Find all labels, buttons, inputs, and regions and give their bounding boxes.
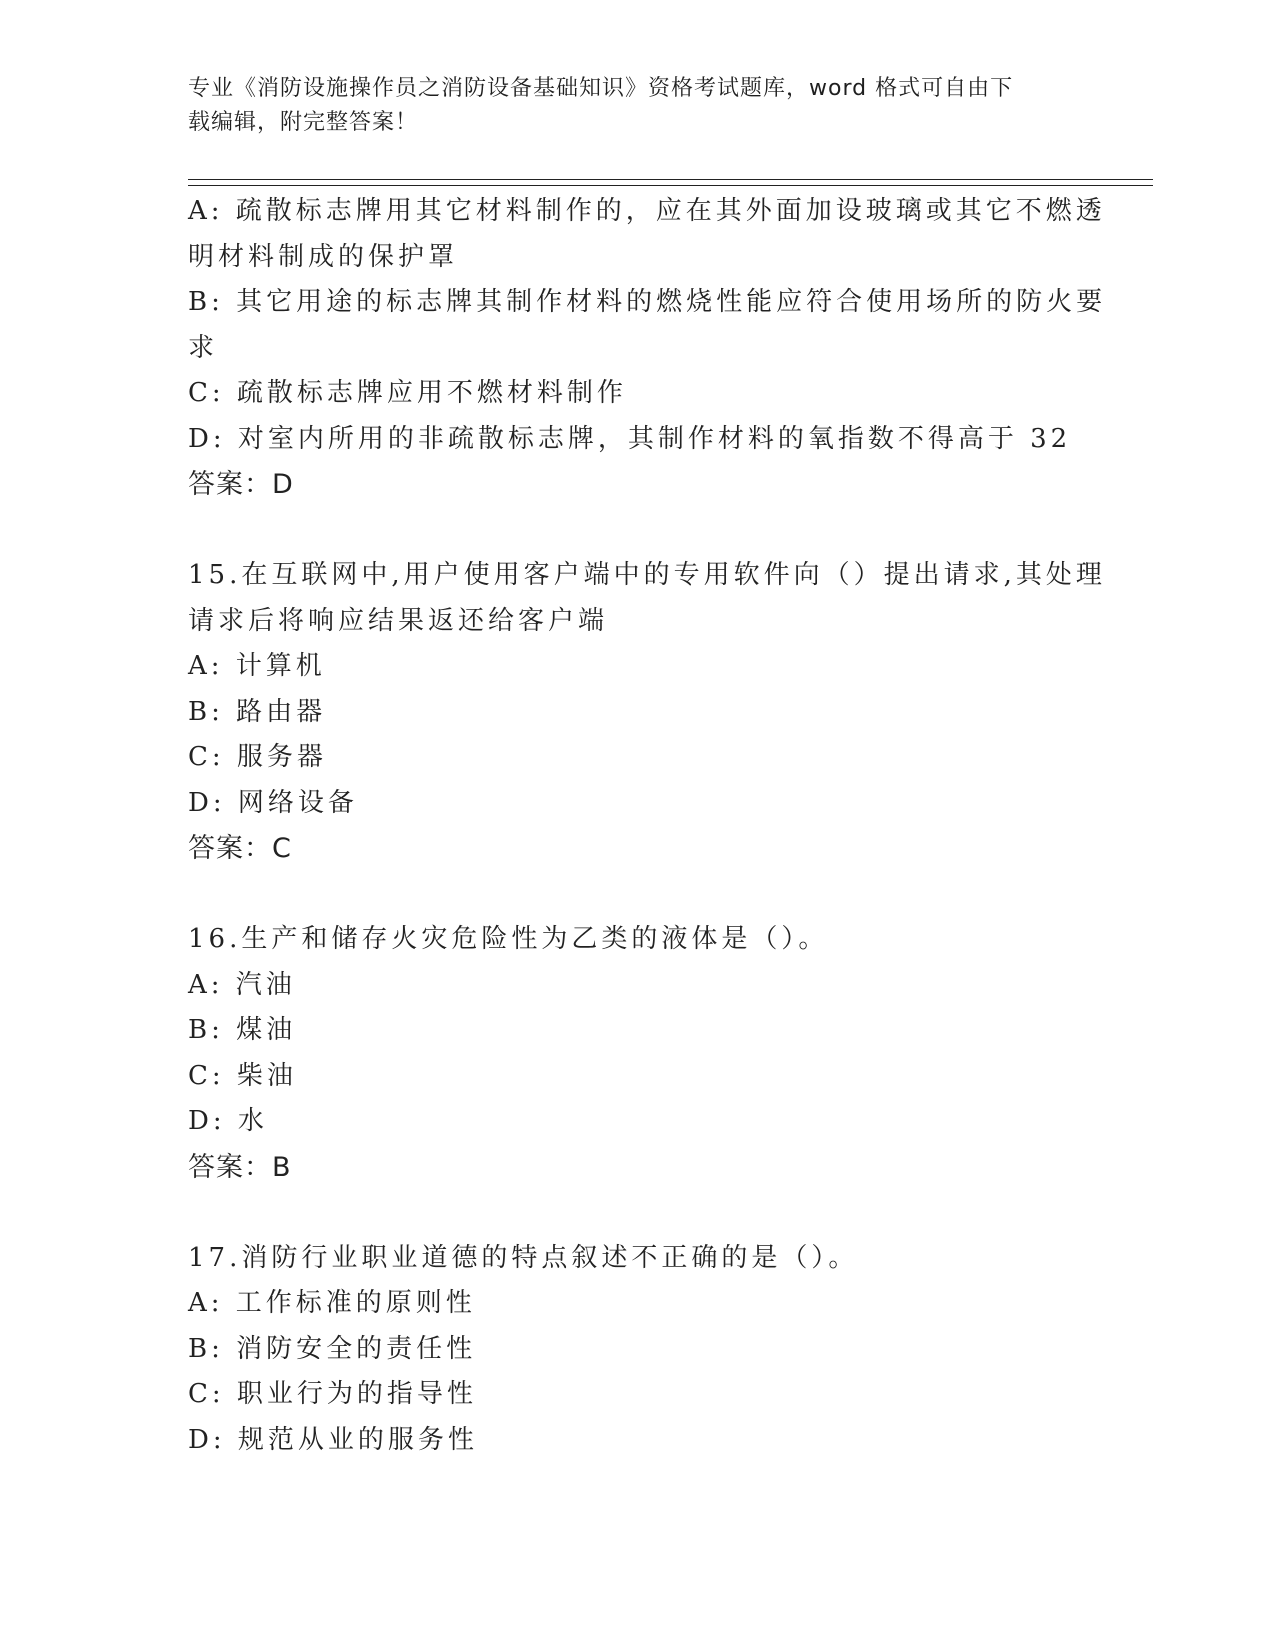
option-d: D: 水 [188, 1106, 268, 1136]
option-c: C: 职业行为的指导性 [188, 1379, 477, 1409]
option-c: C: 柴油 [188, 1060, 297, 1091]
option-d: D: 对室内所用的非疏散标志牌，其制作材料的氧指数不得高于 32 [188, 423, 1072, 454]
question-list [188, 189, 1107, 1463]
answer: 答案：B [188, 1151, 292, 1183]
question-14-options [188, 189, 1107, 508]
option-a-continued: 明材料制成的保护罩 [188, 241, 459, 272]
question-15 [188, 553, 1106, 872]
option-b: B: 其它用途的标志牌其制作材料的燃烧性能应符合使用场所的防火要 [188, 287, 1107, 317]
question-stem: 17.消防行业职业道德的特点叙述不正确的是（）。 [188, 1242, 859, 1273]
question-17 [188, 1236, 1088, 1464]
option-b: B: 煤油 [188, 1015, 297, 1045]
option-a: A: 疏散标志牌用其它材料制作的，应在其外面加设玻璃或其它不燃透 [188, 196, 1106, 226]
header-rule-top [188, 179, 1153, 180]
spacer [188, 872, 1088, 918]
option-a: A: 汽油 [188, 969, 296, 1000]
question-stem-continued: 请求后将响应结果返还给客户端 [188, 605, 609, 636]
option-b: B: 路由器 [188, 696, 327, 727]
option-a: A: 计算机 [188, 651, 326, 681]
document-header [188, 72, 1078, 140]
header-rule-bottom [188, 185, 1153, 186]
option-c: C: 服务器 [188, 742, 327, 772]
question-stem: 16.生产和储存火灾危险性为乙类的液体是（）。 [188, 924, 829, 954]
option-d: D: 网络设备 [188, 787, 358, 818]
header-line-2: 载编辑，附完整答案！ [188, 110, 419, 135]
question-16 [188, 917, 1088, 1190]
option-a: A: 工作标准的原则性 [188, 1288, 476, 1318]
header-line-1: 专业《消防设施操作员之消防设备基础知识》资格考试题库，word 格式可自由下 [188, 76, 1014, 101]
option-c: C: 疏散标志牌应用不燃材料制作 [188, 378, 627, 408]
option-b: B: 消防安全的责任性 [188, 1333, 477, 1364]
answer: 答案：D [188, 469, 294, 500]
option-d: D: 规范从业的服务性 [188, 1424, 478, 1455]
option-b-continued: 求 [188, 332, 219, 363]
answer: 答案：C [188, 833, 292, 864]
spacer [188, 508, 1088, 554]
question-stem: 15.在互联网中,用户使用客户端中的专用软件向（）提出请求,其处理 [188, 560, 1106, 590]
spacer [188, 1190, 1088, 1236]
